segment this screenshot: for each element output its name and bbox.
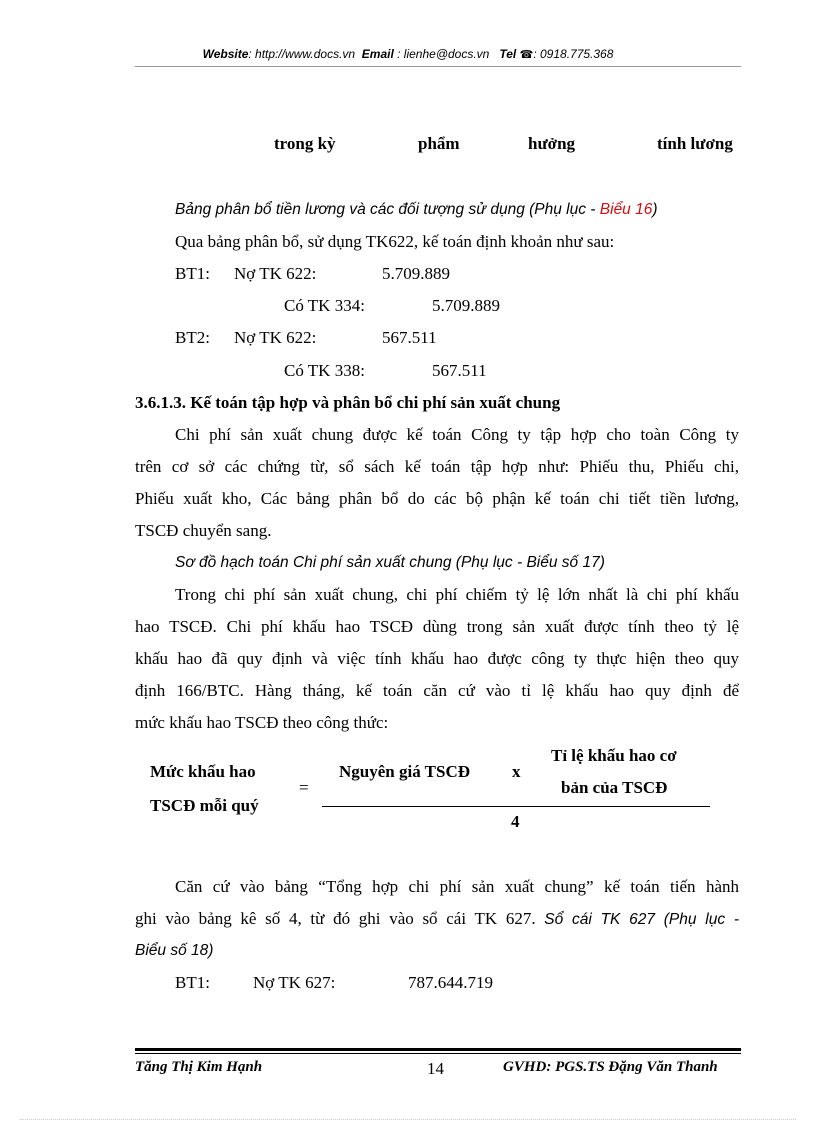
para3-line1: Căn cứ vào bảng “Tổng hợp chi phí sản xuất chung” kế toán tiến hành — [175, 877, 739, 896]
page-number: 14 — [427, 1059, 444, 1078]
para1-line3: Phiếu xuất kho, Các bảng phân bổ do các bộ phận kế toán chi tiết tiền lương, — [135, 489, 739, 508]
para2-line1: Trong chi phí sản xuất chung, chi phí chiếm tỷ lệ lớn nhất là chi phí khấu — [175, 585, 739, 604]
phone-icon: ☎ — [519, 49, 534, 61]
formula-equals: = — [299, 778, 309, 797]
page-bottom-border — [20, 1119, 796, 1120]
entry-bt2-credit: Có TK 338: — [284, 361, 365, 380]
website-label: Website — [202, 47, 249, 61]
entry-bt2-credit-amount: 567.511 — [432, 361, 487, 380]
tel-label: Tel — [499, 47, 517, 61]
email-label: Email — [361, 47, 394, 61]
entry3-amount: 787.644.719 — [408, 973, 493, 992]
formula-rate-line2: bản của TSCĐ — [561, 778, 668, 797]
footer-rule-thin — [135, 1053, 741, 1054]
caption-allocation-end: ) — [652, 201, 658, 218]
para2-line5: mức khấu hao TSCĐ theo công thức: — [135, 713, 389, 732]
para3-line2-text: ghi vào bảng kê số 4, từ đó ghi vào sổ cái TK 627. — [135, 909, 545, 928]
appendix-16-link[interactable]: Biểu 16 — [599, 201, 653, 218]
ledger-reference: Sổ cái TK 627 (Phụ lục - — [544, 911, 740, 928]
footer-advisor: GVHD: PGS.TS Đặng Văn Thanh — [503, 1059, 718, 1075]
entry-bt1-debit: Nợ TK 622: — [234, 264, 317, 283]
header-divider — [135, 66, 741, 67]
table-cell-period: trong kỳ — [274, 134, 336, 153]
email-value: : lienhe@docs.vn — [397, 47, 490, 61]
entry3-debit: Nợ TK 627: — [253, 973, 336, 992]
formula-lhs-line1: Mức khấu hao — [150, 762, 256, 781]
formula-times: x — [512, 762, 521, 781]
para1-line2: trên cơ sở các chứng từ, sổ sách kế toán tập hợp như: Phiếu thu, Phiếu chi, — [135, 457, 739, 476]
intro-text: Qua bảng phân bổ, sử dụng TK622, kế toán định khoản như sau: — [175, 232, 615, 251]
entry-bt1-credit: Có TK 334: — [284, 296, 365, 315]
table-cell-salary: tính lương — [657, 134, 733, 153]
formula-denominator: 4 — [511, 812, 520, 831]
entry-bt1-credit-amount: 5.709.889 — [432, 296, 500, 315]
caption-allocation-text: Bảng phân bổ tiền lương và các đối tượng sử dụng (Phụ lục - — [175, 201, 600, 218]
table-cell-product: phẩm — [418, 134, 460, 153]
entry3-label: BT1: — [175, 973, 210, 992]
para2-line4: định 166/BTC. Hàng tháng, kế toán căn cứ vào tỉ lệ khấu hao quy định để — [135, 681, 739, 700]
formula-numerator-cost: Nguyên giá TSCĐ — [339, 762, 470, 781]
page-header — [0, 47, 816, 61]
formula-lhs-line2: TSCĐ mỗi quý — [150, 796, 259, 815]
footer-rule-thick — [135, 1048, 741, 1051]
para2-line3: khấu hao đã quy định và việc tính khấu hao được công ty thực hiện theo quy — [135, 649, 739, 668]
entry-bt2-label: BT2: — [175, 328, 210, 347]
formula-fraction-bar — [322, 806, 710, 807]
entry-bt1-label: BT1: — [175, 264, 210, 283]
entry-bt2-debit-amount: 567.511 — [382, 328, 437, 347]
tel-value: : 0918.775.368 — [533, 47, 614, 61]
website-value: : http://www.docs.vn — [248, 47, 356, 61]
caption-allocation — [175, 200, 658, 220]
section-heading: 3.6.1.3. Kế toán tập hợp và phân bổ chi phí sản xuất chung — [135, 393, 561, 412]
caption-overhead-diagram: Sơ đồ hạch toán Chi phí sản xuất chung (Phụ lục - Biểu số 17) — [175, 554, 605, 571]
para2-line2: hao TSCĐ. Chi phí khấu hao TSCĐ dùng trong sản xuất được tính theo tỷ lệ — [135, 617, 739, 636]
footer-author: Tăng Thị Kim Hạnh — [135, 1059, 263, 1075]
para1-line1: Chi phí sản xuất chung được kế toán Công ty tập hợp cho toàn Công ty — [175, 425, 739, 444]
para1-line4: TSCĐ chuyển sang. — [135, 521, 272, 540]
entry-bt1-debit-amount: 5.709.889 — [382, 264, 450, 283]
entry-bt2-debit: Nợ TK 622: — [234, 328, 317, 347]
ledger-reference-end: Biểu số 18) — [135, 942, 214, 959]
table-cell-benefit: hưởng — [528, 134, 576, 153]
formula-rate-line1: Tỉ lệ khấu hao cơ — [551, 746, 677, 765]
para3-line2 — [135, 909, 739, 930]
